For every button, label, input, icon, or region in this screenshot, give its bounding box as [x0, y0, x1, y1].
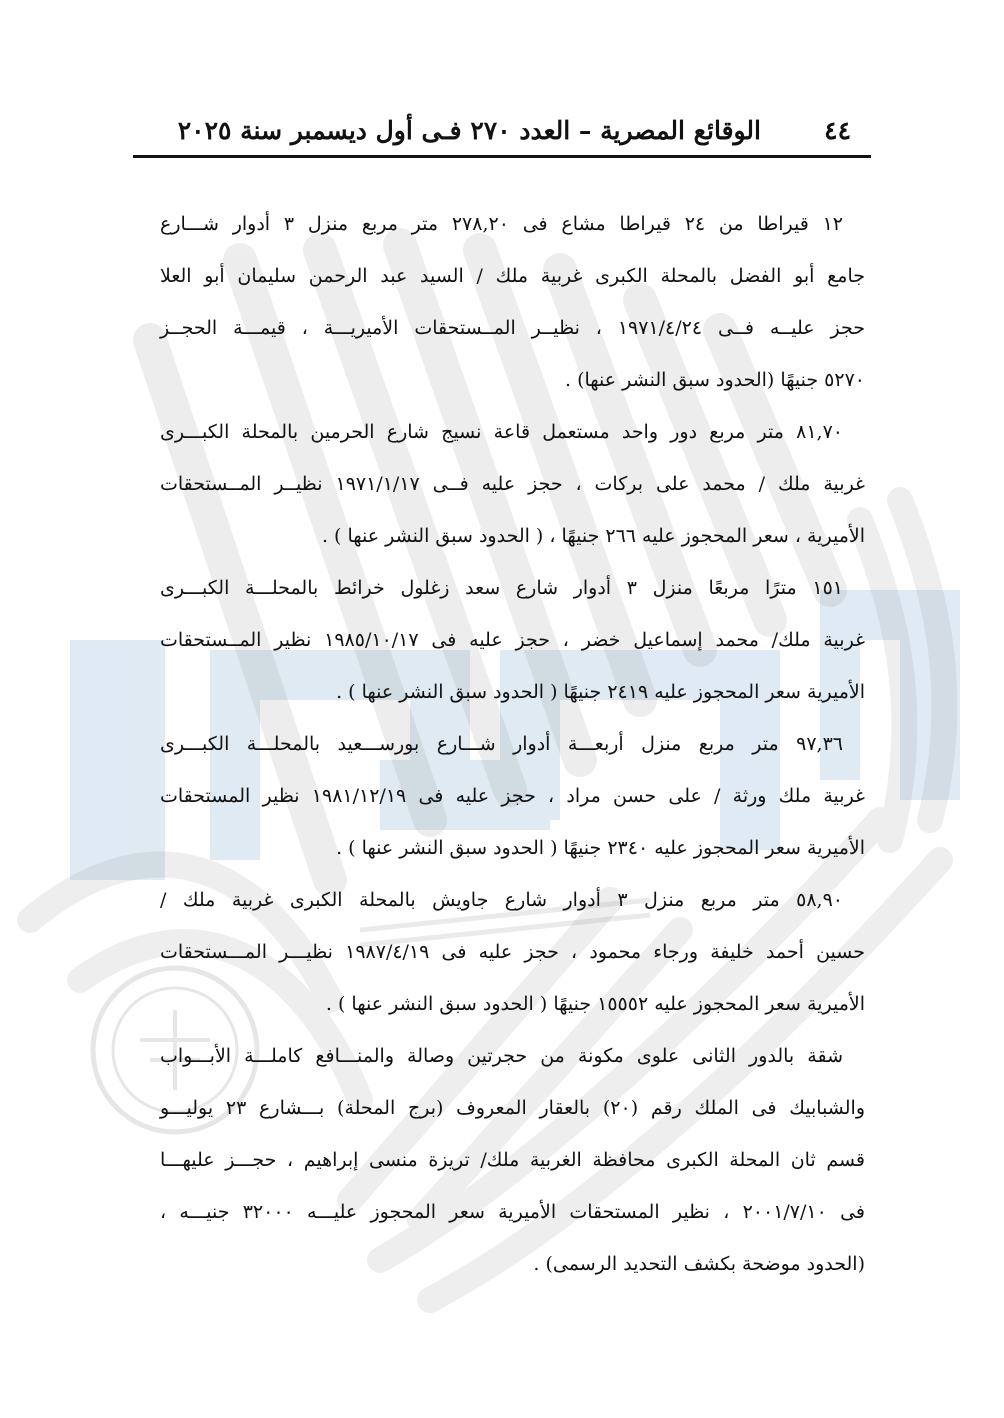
- text-line: الأميرية ، سعر المحجوز عليه ٢٦٦ جنيهًا ، ( الحدود سبق النشر عنها ) .: [321, 525, 865, 547]
- text-line: فى ٢٠٠١/٧/١٠ ، نظير المستحقات الأميرية سعر المحجوز عليـــه ٣٢٠٠٠ جنيـــه ،: [160, 1201, 865, 1223]
- page-header: [133, 112, 871, 152]
- text-line: (الحدود موضحة بكشف التحديد الرسمى) .: [533, 1253, 865, 1275]
- text-line: شقة بالدور الثانى علوى مكونة من حجرتين وصالة والمنـــافع كاملـــة الأبـــواب: [160, 1045, 843, 1067]
- page-number: ٤٤: [824, 116, 851, 145]
- text-line: حسين أحمد خليفة ورجاء محمود ، حجز عليه فى ١٩٨٧/٤/١٩ نظيـــر المـــستحقات: [160, 941, 865, 963]
- paragraph-3: [160, 562, 865, 718]
- text-line: غربية ملك ورثة / على حسن مراد ، حجز عليه فى ١٩٨١/١٢/١٩ نظير المستحقات: [160, 785, 865, 807]
- text-line: ١٢ قيراطا من ٢٤ قيراطا مشاع فى ٢٧٨,٢٠ متر مربع منزل ٣ أدوار شـــارع: [160, 213, 844, 235]
- paragraph-5: [160, 874, 865, 1030]
- header-divider: [133, 155, 871, 158]
- text-line: الأميرية سعر المحجوز عليه ١٥٥٥٢ جنيهًا ( الحدود سبق النشر عنها ) .: [325, 993, 865, 1015]
- text-line: ٥٨,٩٠ متر مربع منزل ٣ أدوار شارع جاويش بالمحلة الكبرى غربية ملك /: [160, 889, 843, 911]
- text-line: والشبابيك فى الملك رقم (٢٠) بالعقار المعروف (برج المحلة) بـــشارع ٢٣ يوليـــو: [160, 1097, 865, 1119]
- text-line: ١٥١ مترًا مربعًا منزل ٣ أدوار شارع سعد زغلول خرائط بالمحلـــة الكبـــرى: [160, 577, 843, 599]
- text-line: ٨١,٧٠ متر مربع دور واحد مستعمل قاعة نسيج شارع الحرمين بالمحلة الكبـــرى: [160, 421, 843, 443]
- paragraph-4: [160, 718, 865, 874]
- text-line: ٩٧,٣٦ متر مربع منزل أربعـــة أدوار شـــارع بورســـعيد بالمحلـــة الكبـــرى: [160, 733, 843, 755]
- publication-title: الوقائع المصرية – العدد ٢٧٠ فـى أول ديسمبر سنة ٢٠٢٥: [177, 116, 761, 145]
- paragraph-1: [160, 198, 865, 406]
- paragraph-6: [160, 1030, 865, 1290]
- text-line: الأميرية سعر المحجوز عليه ٢٤١٩ جنيهًا ( الحدود سبق النشر عنها ) .: [336, 681, 865, 703]
- text-line: حجز عليــه فــى ١٩٧١/٤/٢٤ ، نظيــر المــستحقات الأميريـــة ، قيمـــة الحجــز: [160, 317, 865, 339]
- text-line: غربية ملك / محمد على بركات ، حجز عليه فــى ١٩٧١/١/١٧ نظيــر المــستحقات: [160, 473, 865, 495]
- document-body: [160, 198, 865, 1290]
- text-line: الأميرية سعر المحجوز عليه ٢٣٤٠ جنيهًا ( الحدود سبق النشر عنها ) .: [336, 837, 865, 859]
- text-line: قسم ثان المحلة الكبرى محافظة الغربية ملك/ تريزة منسى إبراهيم ، حجـــز عليهـــا: [160, 1149, 865, 1171]
- text-line: ٥٢٧٠ جنيهًا (الحدود سبق النشر عنها) .: [565, 369, 865, 391]
- paragraph-2: [160, 406, 865, 562]
- text-line: غربية ملك/ محمد إسماعيل خضر ، حجز عليه فى ١٩٨٥/١٠/١٧ نظير المــستحقات: [160, 629, 866, 651]
- text-line: جامع أبو الفضل بالمحلة الكبرى غربية ملك / السيد عبد الرحمن سليمان أبو العلا: [160, 265, 865, 287]
